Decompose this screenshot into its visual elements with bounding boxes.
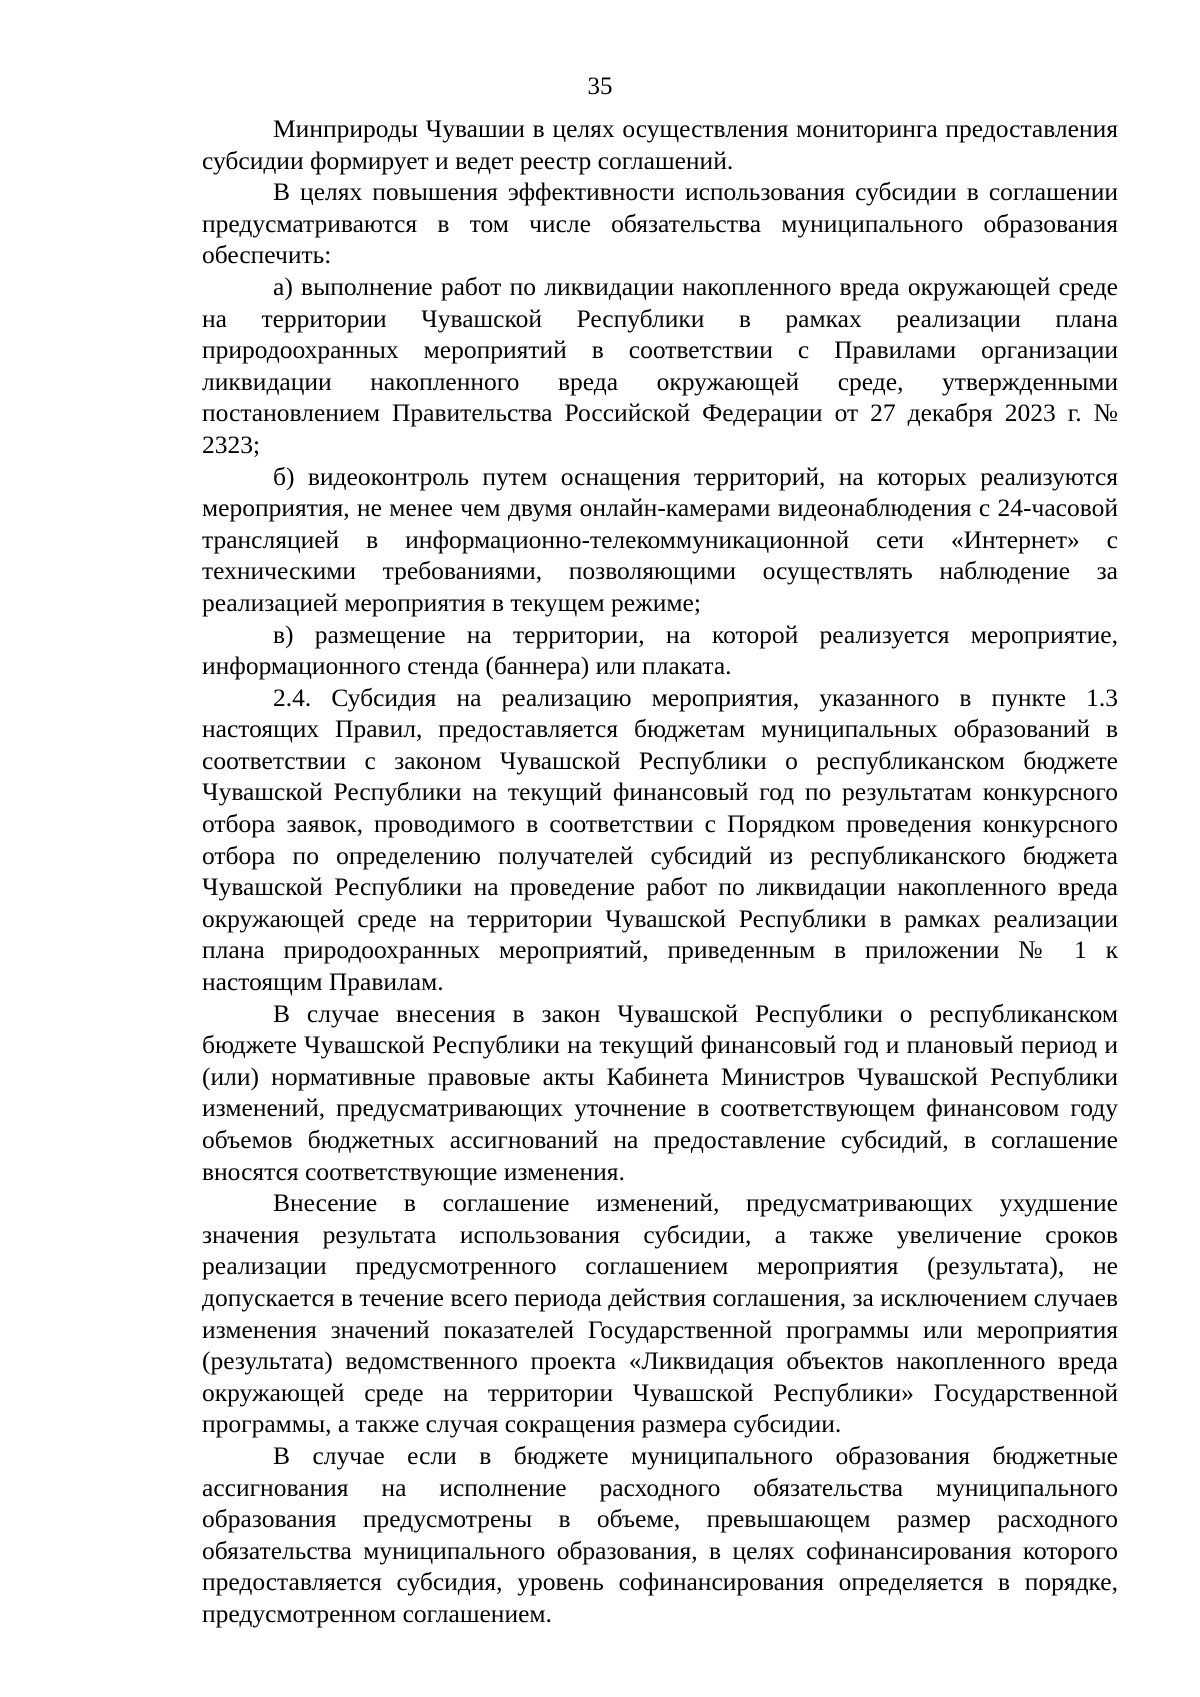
paragraph-registry: Минприроды Чувашии в целях осуществления мониторинга предоставления субсидии формирует и ведет реестр соглашений. [202, 114, 1118, 175]
paragraph-item-v: в) размещение на территории, на которой реализуется мероприятие, информационного стенда (баннера) или плаката. [202, 619, 1118, 681]
paragraph-section-2-4: 2.4. Субсидия на реализацию мероприятия, указанного в пункте 1.3 настоящих Правил, предоставляется бюджетам муниципальных образований в соответствии с законом Чувашской Республики о республиканском бюджете Чувашской Республики на текущий финансовый год по результатам конкурсного отбора заявок, проводимого в соответствии с Порядком проведения конкурсного отбора по определению получателей субсидий из республиканского бюджета Чувашской Республики на проведение работ по ликвидации накопленного вреда окружающей среде на территории Чувашской Республики в рамках реализации плана природоохранных мероприятий, приведенным в приложении № 1 к настоящим Правилам. [202, 682, 1118, 997]
paragraph-agreement-changes: Внесение в соглашение изменений, предусматривающих ухудшение значения результата использования субсидии, а также увеличение сроков реализации предусмотренного соглашением мероприятия (результата), не допускается в течение всего периода действия соглашения, за исключением случаев изменения значений показателей Государственной программы или мероприятия (результата) ведомственного проекта «Ликвидация объектов накопленного вреда окружающей среде на территории Чувашской Республики» Государственной программы, а также случая сокращения размера субсидии. [202, 1188, 1118, 1439]
paragraph-item-a: а) выполнение работ по ликвидации накопленного вреда окружающей среде на территории Чувашской Республики в рамках реализации плана природоохранных мероприятий в соответствии с Правилами организации ликвидации накопленного вреда окружающей среде, утвержденными постановлением Правительства Российской Федерации от 27 декабря 2023 г. № 2323; [202, 271, 1118, 459]
paragraph-cofinancing: В случае если в бюджете муниципального образования бюджетные ассигнования на исполнение расходного обязательства муниципального образования предусмотрены в объеме, превышающем размер расходного обязательства муниципального образования, в целях софинансирования которого предоставляется субсидия, уровень софинансирования определяется в порядке, предусмотренном соглашением. [202, 1440, 1118, 1628]
paragraph-item-b: б) видеоконтроль путем оснащения территорий, на которых реализуются мероприятия, не менее чем двумя онлайн-камерами видеонаблюдения с 24-часовой трансляцией в информационно-телекоммуникационной сети «Интернет» с техническими требованиями, позволяющими осуществлять наблюдение за реализацией мероприятия в текущем режиме; [202, 461, 1118, 617]
page-number: 35 [587, 73, 613, 100]
paragraph-obligations-intro: В целях повышения эффективности использования субсидии в соглашении предусматриваются в том числе обязательства муниципального образования обеспечить: [202, 177, 1118, 270]
paragraph-budget-changes: В случае внесения в закон Чувашской Республики о республиканском бюджете Чувашской Республики на текущий финансовый год и плановый период и (или) нормативные правовые акты Кабинета Министров Чувашской Республики изменений, предусматривающих уточнение в соответствующем финансовом году объемов бюджетных ассигнований на предоставление субсидий, в соглашение вносятся соответствующие изменения. [202, 998, 1118, 1186]
document-body [202, 113, 1118, 1630]
